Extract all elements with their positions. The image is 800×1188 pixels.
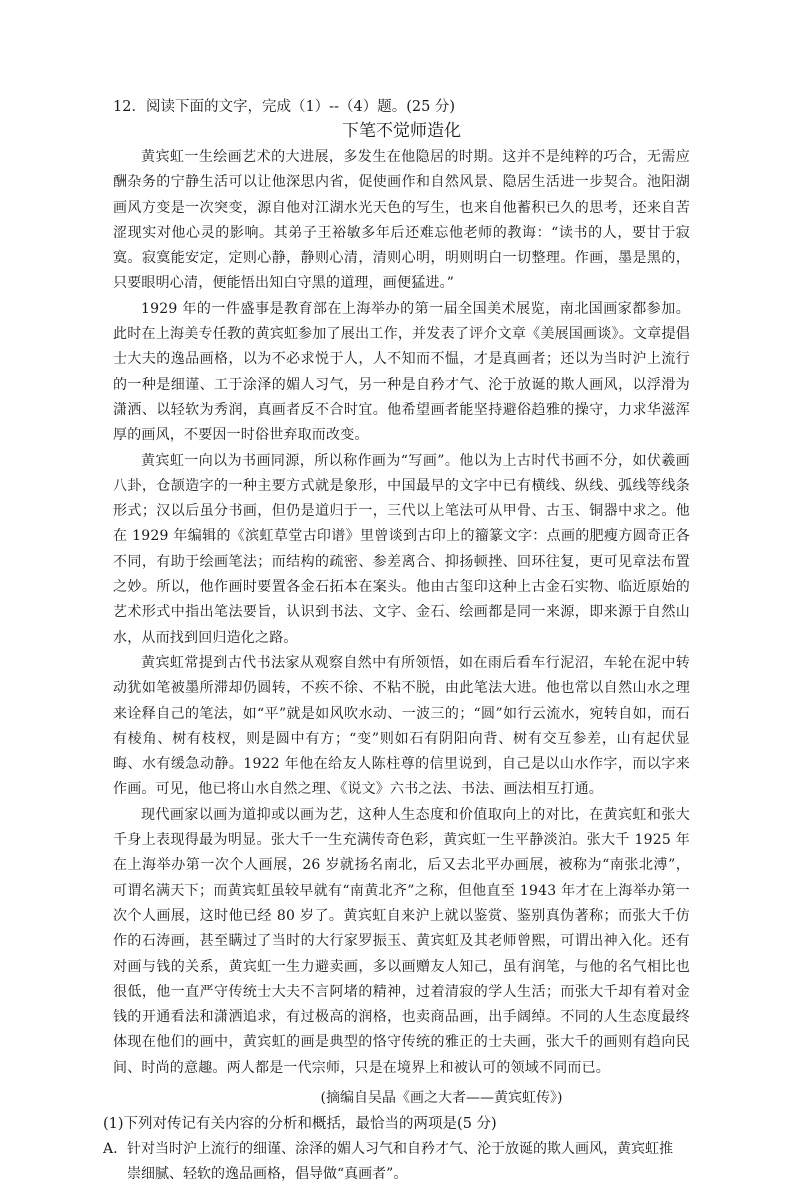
answer-option-a <box>103 1137 680 1188</box>
article-paragraph: 现代画家以画为道抑或以画为艺，这种人生态度和价值取向上的对比，在黄宾虹和张大千身上表现得最为明显。张大千一生充满传奇色彩，黄宾虹一生平静淡泊。张大千 1925 年在上海举办第一次个人画展，26 岁就扬名南北，后又去北平办画展，被称为“南张北溥”，可谓名满天下；而黄宾虹虽较早就有“南黄北齐”之称，但他直至 1943 年才在上海举办第一次个人画展，这时他已经 80 岁了。黄宾虹自来沪上就以鉴赏、鉴别真伪著称；而张大千仿作的石涛画，甚至瞒过了当时的大行家罗振玉、黄宾虹及其老师曾熙，可谓出神入化。还有对画与钱的关系，黄宾虹一生力避卖画，多以画赠友人知己，虽有润笔，与他的名气相比也很低，他一直严守传统士大夫不言阿堵的精神，过着清寂的学人生活；而张大千却有着对金钱的开通看法和潇洒追求，有过极高的润格，也卖商品画，出手阔绰。不同的人生态度最终体现在他们的画中，黄宾虹的画是典型的恪守传统的雅正的士夫画，张大千的画则有趋向民间、时尚的意趣。两人都是一代宗师，只是在境界上和被认可的领域不同而已。 <box>113 806 690 1076</box>
option-label: A. <box>103 1140 118 1157</box>
option-text: 针对当时沪上流行的细谨、涂泽的媚人习气和自矜才气、沦于放诞的欺人画风，黄宾虹推崇细腻、轻软的逸品画格，倡导做“真画者”。 <box>127 1140 673 1183</box>
article-source: (摘编自吴晶《画之大者——黄宾虹传》) <box>320 1089 563 1106</box>
article-paragraph: 黄宾虹常提到古代书法家从观察自然中有所领悟，如在雨后看车行泥沼，车轮在泥中转动犹如笔被墨所滞却仍圆转，不疾不徐、不粘不脱，由此笔法大进。他也常以自然山水之理来诠释自己的笔法，如“平”就是如风吹水动、一波三的；“圆”如行云流水，宛转自如，而石有棱角、树有枝杈，则是圆中有方；“变”则如石有阴阳向背、树有交互参差，山有起伏显晦、水有缓急动静。1922 年他在给友人陈柱尊的信里说到，自己是以山水作字，而以字来作画。可见，他已将山水自然之理、《说文》六书之法、书法、画法相互打通。 <box>113 654 690 798</box>
article-title: 下笔不觉师造化 <box>342 121 461 141</box>
reading-question <box>103 96 690 1188</box>
article-paragraph: 黄宾虹一向以为书画同源，所以称作画为“写画”。他以为上古时代书画不分，如伏羲画八卦，仓颉造字的一种主要方式就是象形，中国最早的文字中已有横线、纵线、弧线等线条形式；汉以后虽分书画，但仍是道归于一，三代以上笔法可从甲骨、古玉、铜器中求之。他在 1929 年编辑的《滨虹草堂古印谱》里曾谈到古印上的籀篆文字：点画的肥瘦方圆奇正各不同，有助于绘画笔法；而结构的疏密、参差离合、抑扬顿挫、回环往复，更可见章法布置之妙。所以，他作画时要置各金石拓本在案头。他由古玺印这种上古金石实物、临近原始的艺术形式中指出笔法要旨，认识到书法、文字、金石、绘画都是同一来源，即来源于自然山水，从而找到回归造化之路。 <box>113 452 690 646</box>
article-paragraph: 黄宾虹一生绘画艺术的大进展，多发生在他隐居的时期。这并不是纯粹的巧合，无需应酬杂务的宁静生活可以让他深思内省，促使画作和自然风景、隐居生活进一步契合。池阳湖画风方变是一次突变，源自他对江湖水光天色的写生，也来自他蓄积已久的思考，还来自苦涩现实对他心灵的影响。其弟子王裕敏多年后还难忘他老师的教诲：“读书的人，要甘于寂寞。寂寞能安定，定则心静，静则心清，清则心明，明则明白一切整理。作画，墨是黑的，只要眼明心清，便能悟出知白守黑的道理，画便猛进。” <box>113 149 690 292</box>
question-header: 12．阅读下面的文字，完成（1）--（4）题。(25 分) <box>113 99 456 115</box>
article-paragraph: 1929 年的一件盛事是教育部在上海举办的第一届全国美术展览，南北国画家都参加。此时在上海美专任教的黄宾虹参加了展出工作，并发表了评介文章《美展国画谈》。文章提倡士大夫的逸品画格，以为不必求悦于人，人不知而不愠，才是真画者；还以为当时沪上流行的一种是细谨、工于涂泽的媚人习气，另一种是自矜才气、沦于放诞的欺人画风，以浮滑为潇洒、以轻软为秀润，真画者反不合时宜。他希望画者能坚持避俗趋雅的操守，力求华滋浑厚的画风，不要因一时俗世弃取而改变。 <box>113 300 690 444</box>
subquestion-prompt: (1)下列对传记有关内容的分析和概括，最恰当的两项是(5 分) <box>103 1115 497 1132</box>
